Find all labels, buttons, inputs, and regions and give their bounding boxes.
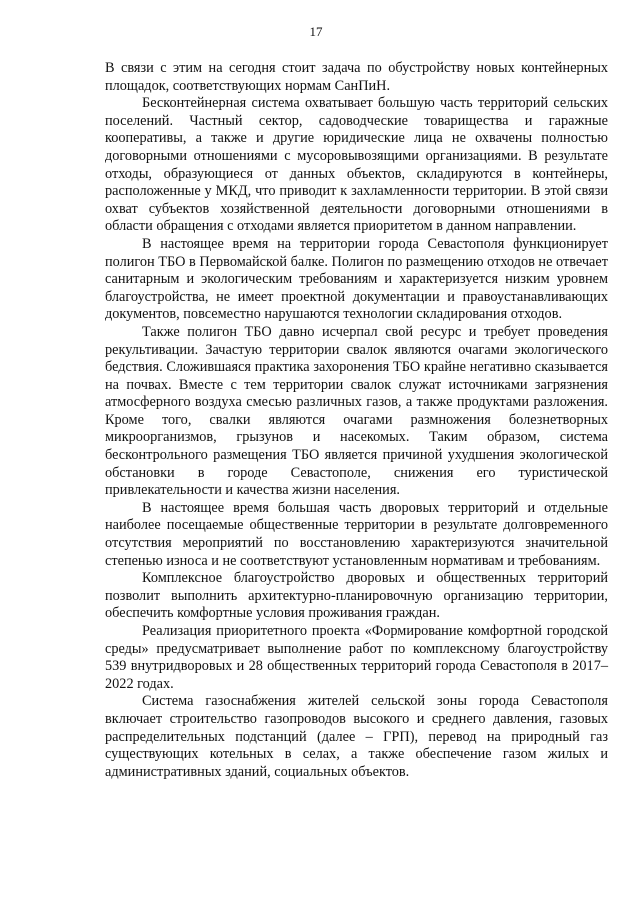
paragraph: Система газоснабжения жителей сельской зоны города Севастополя включает строительство газопроводов высокого и среднего давления, газовых распределительных подстанций (далее – ГРП), перевод на природный газ существующих котельных в селах, а также обеспечение газом жилых и административных зданий, социальных объектов. — [105, 693, 608, 780]
paragraph: Комплексное благоустройство дворовых и общественных территорий позволит выполнить архитектурно-планировочную организацию территории, обеспечить комфортные условия проживания граждан. — [105, 570, 608, 622]
page-number: 17 — [309, 24, 323, 39]
paragraph: Бесконтейнерная система охватывает большую часть территорий сельских поселений. Частный сектор, садоводческие товарищества и гаражные кооперативы, а также и другие юридические лица не охвачены полностью договорными отношениями с мусоровывозящими организациями. В результате отходы, образующиеся от данных объектов, складируются в контейнеры, расположенные у МКД, что приводит к захламленности территории. В этой связи охват субъектов хозяйственной деятельности договорными отношениями в области обращения с отходами является приоритетом в данном направлении. — [105, 95, 608, 235]
paragraph: В связи с этим на сегодня стоит задача по обустройству новых контейнерных площадок, соответствующих нормам СанПиН. — [105, 60, 608, 94]
paragraph: Реализация приоритетного проекта «Формирование комфортной городской среды» предусматривает выполнение работ по комплексному благоустройству 539 внутридворовых и 28 общественных территорий города Севастополя в 2017–2022 годах. — [105, 623, 608, 692]
paragraph: Также полигон ТБО давно исчерпал свой ресурс и требует проведения рекультивации. Зачастую территории свалок являются очагами экологического бедствия. Сложившаяся практика захоронения ТБО крайне негативно сказывается на почвах. Вместе с тем территории свалок служат источниками загрязнения атмосферного воздуха смесью различных газов, а также продуктами разложения. Кроме того, свалки являются очагами размножения болезнетворных микроорганизмов, грызунов и насекомых. Таким образом, система бесконтрольного размещения ТБО является причиной ухудшения экологической обстановки в городе Севастополе, снижения его туристической привлекательности и качества жизни населения. — [105, 323, 608, 499]
paragraph: В настоящее время на территории города Севастополя функционирует полигон ТБО в Первомайской балке. Полигон по размещению отходов не отвечает санитарным и экологическим требованиям и характеризуется низким уровнем благоустройства, не имеет проектной документации и правоустанавливающих документов, повсеместно нарушаются технологии складирования отходов. — [105, 235, 608, 323]
document-body — [105, 60, 608, 781]
paragraph: В настоящее время большая часть дворовых территорий и отдельные наиболее посещаемые общественные территории в результате долговременного отсутствия мероприятий по восстановлению характеризуются значительной степенью износа и не соответствуют установленным нормативам и требованиям. — [105, 499, 608, 569]
